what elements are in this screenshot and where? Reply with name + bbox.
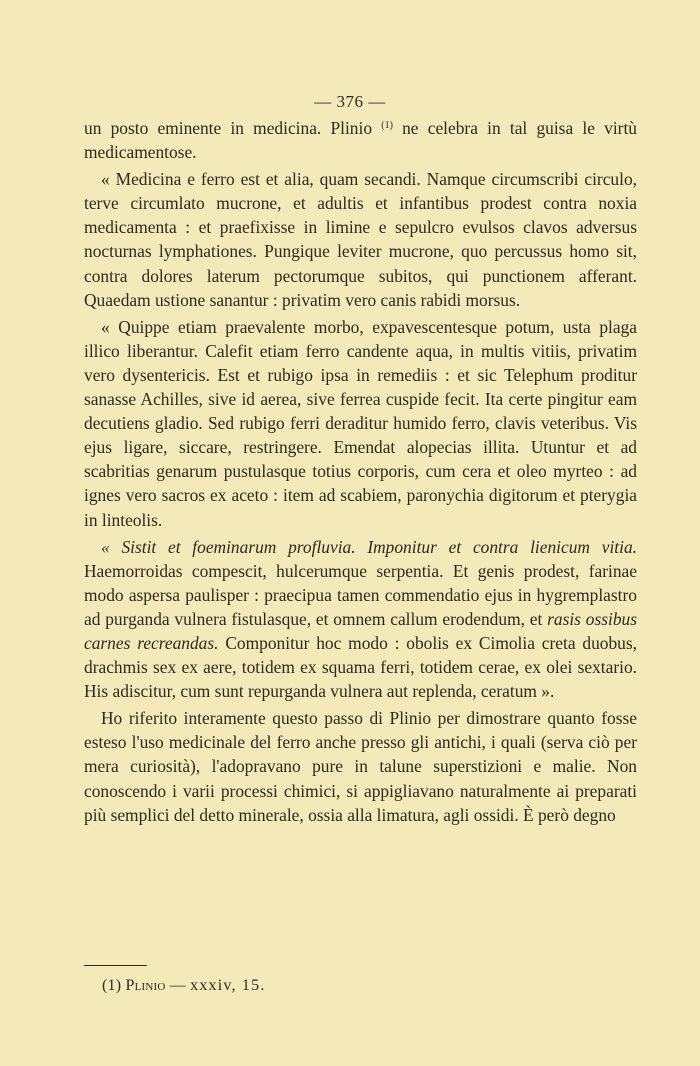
italic-text: « Sistit et foeminarum profluvia. Imponitur et contra lienicum vitia.: [101, 536, 637, 557]
footnote-separator: —: [169, 977, 186, 994]
paragraph: [84, 116, 637, 164]
footnote-reference: (1): [381, 120, 393, 131]
paragraph: « Quippe etiam praevalente morbo, expavescentesque potum, usta plaga illico liberantur. Calefit etiam ferro candente aqua, in multis vitiis, privatim vero dysentericis. Est et rubigo ipsa in remediis : et sic Telephum proditur sanasse Achilles, sive id aerea, sive ferrea cuspide fecit. Ita certe pingitur eam decutiens gladio. Sed rubigo ferri deraditur humido ferro, clavis veteribus. Vis ejus ligare, siccare, restringere. Emendat alopecias illita. Utuntur et ad scabritias genarum pustulasque totius corporis, cum cera et oleo myrteo : ad ignes vero sacros ex aceto : item ad scabiem, paronychia digitorum et pterygia in linteolis.: [84, 316, 637, 530]
footnote-marker: (1): [102, 977, 122, 994]
body-text: [84, 116, 637, 827]
paragraph-text: Haemorroidas compescit, hulcerumque serpentia. Et genis prodest, farinae modo aspersa paulisper : praecipua tamen commendatio ejus in hygremplastro ad purganda vulnera fistulasque, et omnem callum erodendum, et: [84, 560, 637, 629]
paragraph-text: ne celebra in tal guisa le virtù medicamentose.: [84, 118, 637, 163]
paragraph-text: Componitur hoc modo : obolis ex Cimolia creta duobus, drachmis sex ex aere, totidem ex squama ferri, totidem cerae, ex olei sextario. His adiscitur, cum sunt repurganda vulnera aut replenda, ceratum ».: [84, 632, 637, 702]
footnote-citation: xxxiv, 15.: [190, 977, 266, 994]
page-number: — 376 —: [314, 92, 386, 111]
paragraph: [84, 535, 637, 704]
footnote-author: Plinio: [125, 977, 166, 994]
paragraph: Ho riferito interamente questo passo di Plinio per dimostrare quanto fosse esteso l'uso medicinale del ferro anche presso gli antichi, i quali (serva ciò per mera curiosità), l'adopravano pure in talune superstizioni e malie. Non conoscendo i varii processi chimici, si appigliavano naturalmente ai preparati più semplici del detto minerale, ossia alla limatura, agli ossidi. È però degno: [84, 708, 637, 825]
footnote: [102, 977, 266, 995]
footnote-divider: [84, 965, 147, 966]
paragraph: « Medicina e ferro est et alia, quam secandi. Namque circumscribi circulo, terve circumlato mucrone, et adultis et infantibus prodest contra noxia medicamenta : et praefixisse in limine e sepulcro evulsos clavos adversus nocturnas lymphationes. Pungique leviter mucrone, quo percussus homo sit, contra dolores laterum pectorumque subitos, qui punctionem afferant. Quaedam ustione sanantur : privatim vero canis rabidi morsus.: [84, 169, 637, 310]
paragraph-text: un posto eminente in medicina. Plinio: [84, 118, 382, 138]
italic-text: rasis ossibus carnes recreandas.: [84, 608, 637, 653]
